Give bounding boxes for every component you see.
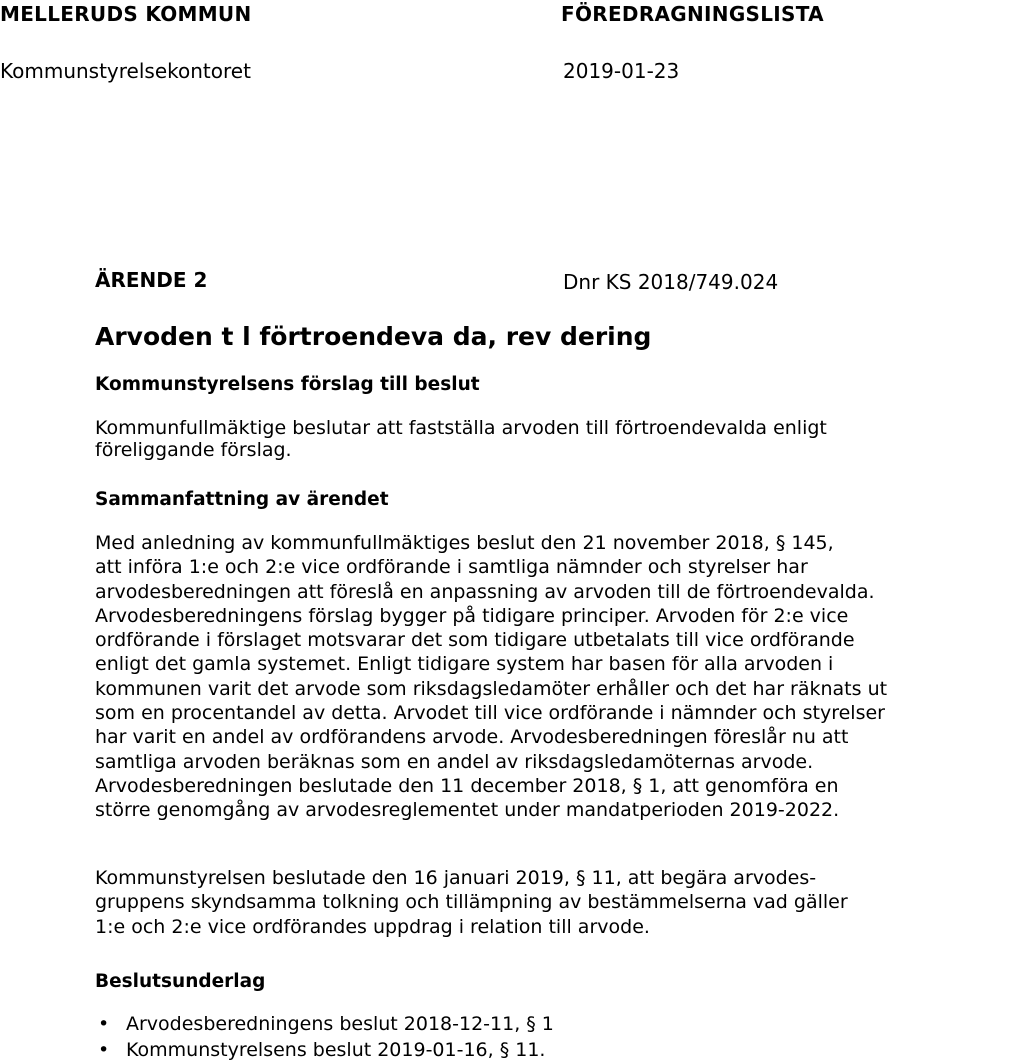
list-item-text: Arvodesberedningens beslut 2018-12-11, § 1: [126, 1013, 554, 1035]
list-item-text: Kommunstyrelsens beslut 2019-01-16, § 11.: [126, 1039, 546, 1061]
document-type: FÖREDRAGNINGSLISTA: [561, 2, 824, 26]
summary-line: kommunen varit det arvode som riksdagsledamöter erhåller och det har räknats ut: [95, 677, 888, 700]
summary-line: som en procentandel av detta. Arvodet till vice ordförande i nämnder och styrelser: [95, 702, 885, 725]
summary-line: gruppens skyndsamma tolkning och tillämpning av bestämmelserna vad gäller: [95, 891, 848, 914]
basis-list: [95, 1011, 554, 1063]
summary-heading: Sammanfattning av ärendet: [95, 489, 389, 510]
summary-line: samtliga arvoden beräknas som en andel av riksdagsledamöternas arvode.: [95, 750, 814, 773]
case-label: ÄRENDE 2: [95, 268, 208, 292]
summary-line: 1:e och 2:e vice ordförandes uppdrag i relation till arvode.: [95, 915, 650, 938]
summary-line: Arvodesberedningen beslutade den 11 december 2018, § 1, att genomföra en: [95, 774, 839, 797]
summary-line: Med anledning av kommunfullmäktiges beslut den 21 november 2018, § 145,: [95, 532, 834, 554]
list-item: [95, 1037, 554, 1063]
summary-line: Kommunstyrelsen beslutade den 16 januari 2019, § 11, att begära arvodes-: [95, 867, 817, 889]
proposal-text: [95, 417, 1024, 461]
proposal-line: Kommunfullmäktige beslutar att fastställa arvoden till förtroendevalda enligt: [95, 417, 827, 439]
case-title: Arvoden t l förtroendeva da, rev dering: [95, 322, 652, 351]
summary-paragraph-1: [95, 531, 1024, 823]
summary-line: enligt det gamla systemet. Enligt tidigare system har basen för alla arvoden i: [95, 653, 834, 676]
basis-heading: Beslutsunderlag: [95, 971, 266, 992]
summary-line: Arvodesberedningens förslag bygger på tidigare principer. Arvoden för 2:e vice: [95, 604, 849, 627]
document-date: 2019-01-23: [563, 59, 680, 83]
bullet-icon: •: [98, 1039, 110, 1061]
summary-line: arvodesberedningen att föreslå en anpassning av arvoden till de förtroendevalda.: [95, 580, 875, 603]
organization-name: MELLERUDS KOMMUN: [0, 2, 252, 26]
case-reference: Dnr KS 2018/749.024: [563, 270, 779, 294]
summary-line: ordförande i förslaget motsvarar det som tidigare utbetalats till vice ordförande: [95, 629, 855, 652]
summary-line: att införa 1:e och 2:e vice ordförande i samtliga nämnder och styrelser har: [95, 556, 808, 579]
summary-line: större genomgång av arvodesreglementet under mandatperioden 2019-2022.: [95, 799, 840, 822]
proposal-heading: Kommunstyrelsens förslag till beslut: [95, 374, 480, 395]
summary-line: har varit en andel av ordförandens arvode. Arvodesberedningen föreslår nu att: [95, 726, 849, 749]
list-item: [95, 1011, 554, 1037]
department-name: Kommunstyrelsekontoret: [0, 59, 251, 83]
summary-paragraph-2: [95, 866, 1024, 939]
bullet-icon: •: [98, 1013, 110, 1035]
proposal-line: föreliggande förslag.: [95, 439, 292, 461]
